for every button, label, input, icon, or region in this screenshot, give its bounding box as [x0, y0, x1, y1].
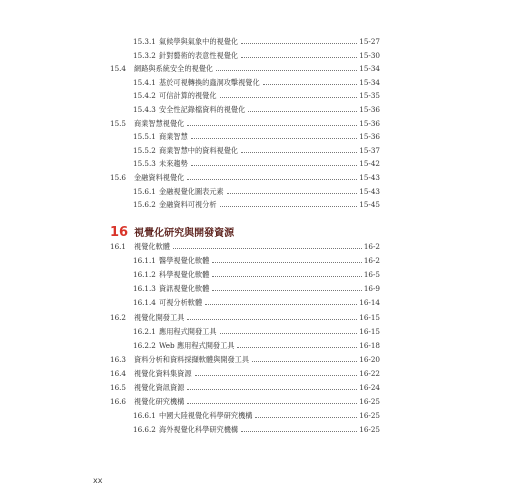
entry-page: 15-30	[359, 50, 380, 60]
entry-number: 15.4.2	[133, 91, 156, 101]
entry-number: 16.6	[110, 397, 127, 407]
dot-leader	[205, 304, 357, 305]
entry-title: 安全性記錄檔資料的視覺化	[159, 105, 246, 114]
dot-leader	[220, 206, 358, 207]
entry-title: 商業智慧視覺化	[134, 118, 185, 128]
toc-entry	[133, 421, 380, 434]
toc-entry	[133, 47, 380, 60]
entry-number: 15.4.1	[133, 77, 156, 87]
entry-number: 16.3	[110, 354, 127, 364]
entry-title: 視覺化資料集資源	[134, 368, 192, 378]
toc-entry	[133, 252, 380, 265]
entry-page: 15-43	[359, 173, 380, 182]
entry-title: 基於可視轉換的蟲洞攻擊視覺化	[159, 77, 260, 87]
entry-number: 16.2.1	[133, 326, 156, 336]
entry-page: 15-36	[359, 118, 380, 128]
toc-entry	[110, 393, 380, 406]
entry-title: Web 應用程式開發工具	[159, 340, 235, 350]
dot-leader	[252, 361, 357, 362]
page-folio: xx	[93, 476, 103, 485]
entry-number: 15.6.1	[133, 186, 156, 196]
toc-entry	[110, 365, 380, 378]
entry-number: 16.1.2	[133, 270, 156, 280]
entry-title: 網路與系統安全的視覺化	[134, 64, 214, 74]
toc-entry	[110, 238, 380, 251]
entry-page: 16-5	[363, 270, 380, 280]
toc-entry	[110, 379, 380, 392]
chapter-title: 視覺化研究與開發資源	[134, 228, 235, 239]
entry-number: 15.5	[110, 118, 127, 128]
entry-page: 16-15	[359, 312, 380, 322]
dot-leader	[173, 248, 362, 249]
dot-leader	[220, 97, 358, 98]
entry-number: 16.1.1	[133, 256, 156, 266]
entry-title: 金融視覺化圖表元素	[159, 186, 224, 196]
entry-page: 16-22	[359, 368, 380, 378]
entry-number: 16.5	[110, 383, 127, 392]
entry-page: 16-25	[359, 397, 380, 407]
entry-page: 15-43	[359, 186, 380, 196]
toc-entry	[133, 407, 380, 420]
entry-page: 16-18	[359, 340, 380, 350]
entry-page: 16-25	[359, 411, 380, 421]
toc-entry	[133, 196, 380, 209]
entry-page: 16-2	[363, 242, 380, 251]
entry-page: 16-24	[359, 383, 380, 392]
toc-entry	[133, 294, 380, 307]
dot-leader	[187, 389, 357, 390]
dot-leader	[220, 333, 358, 334]
toc-entry	[110, 309, 380, 322]
entry-number: 15.4.3	[133, 105, 156, 114]
toc-entry	[133, 337, 380, 350]
toc-entry	[133, 74, 380, 87]
chapter-number: 16	[110, 225, 129, 240]
entry-title: 未來趨勢	[159, 159, 188, 169]
entry-number: 15.3.2	[133, 50, 156, 60]
toc-entry	[133, 280, 380, 293]
entry-title: 視覺化研究機構	[134, 397, 185, 407]
entry-number: 16.1	[110, 242, 127, 251]
entry-page: 16-25	[359, 425, 380, 435]
entry-title: 視覺化資訊資源	[134, 383, 185, 392]
entry-number: 16.6.2	[133, 425, 156, 435]
entry-title: 可信計算的視覺化	[159, 91, 217, 101]
entry-page: 15-37	[359, 145, 380, 155]
toc-entry	[110, 115, 380, 128]
entry-page: 15-35	[359, 91, 380, 101]
dot-leader	[187, 125, 357, 126]
toc-entry	[133, 87, 380, 100]
dot-leader	[241, 43, 357, 44]
entry-number: 15.6	[110, 173, 127, 182]
entry-title: 視覺化開發工具	[134, 312, 185, 322]
entry-page: 16-9	[363, 284, 380, 294]
toc-entry	[133, 33, 380, 46]
dot-leader	[191, 165, 358, 166]
dot-leader	[216, 70, 357, 71]
toc-entry	[133, 128, 380, 141]
toc-entry	[133, 266, 380, 279]
dot-leader	[255, 417, 357, 418]
dot-leader	[241, 152, 357, 153]
entry-title: 商業智慧	[159, 132, 188, 142]
entry-number: 15.5.2	[133, 145, 156, 155]
entry-title: 商業智慧中的資料視覺化	[159, 145, 239, 155]
dot-leader	[212, 262, 362, 263]
dot-leader	[212, 290, 362, 291]
entry-title: 金融資料可視分析	[159, 200, 217, 210]
entry-page: 15-27	[359, 37, 380, 46]
entry-title: 金融資料視覺化	[134, 173, 185, 182]
entry-page: 15-34	[359, 77, 380, 87]
entry-number: 16.2.2	[133, 340, 156, 350]
entry-page: 15-45	[359, 200, 380, 210]
entry-title: 資訊視覺化軟體	[159, 284, 210, 294]
entry-page: 16-14	[359, 298, 380, 308]
dot-leader	[241, 431, 357, 432]
entry-title: 視覺化軟體	[134, 242, 170, 251]
entry-page: 16-15	[359, 326, 380, 336]
toc-entry	[110, 60, 380, 73]
dot-leader	[187, 319, 357, 320]
entry-title: 可視分析軟體	[159, 298, 203, 308]
entry-page: 15-36	[359, 105, 380, 114]
toc-entry	[133, 183, 380, 196]
entry-title: 醫學視覺化軟體	[159, 256, 210, 266]
toc-entry	[133, 323, 380, 336]
dot-leader	[263, 84, 358, 85]
dot-leader	[187, 403, 357, 404]
toc-entry	[133, 155, 380, 168]
entry-title: 中國大陸視覺化科學研究機構	[159, 411, 253, 421]
dot-leader	[212, 276, 362, 277]
dot-leader	[195, 375, 358, 376]
entry-page: 15-34	[359, 64, 380, 74]
entry-number: 16.2	[110, 312, 127, 322]
dot-leader	[191, 138, 358, 139]
entry-title: 資料分析和資料採擷軟體與開發工具	[134, 354, 250, 364]
dot-leader	[248, 111, 357, 112]
entry-number: 15.5.1	[133, 132, 156, 142]
toc-entry	[110, 351, 380, 364]
entry-number: 15.3.1	[133, 37, 156, 46]
toc-entry	[133, 101, 380, 114]
entry-page: 16-20	[359, 354, 380, 364]
entry-title: 科學視覺化軟體	[159, 270, 210, 280]
entry-number: 15.4	[110, 64, 127, 74]
entry-number: 16.1.4	[133, 298, 156, 308]
entry-number: 16.1.3	[133, 284, 156, 294]
dot-leader	[227, 193, 358, 194]
entry-number: 16.6.1	[133, 411, 156, 421]
entry-title: 海外視覺化科學研究機構	[159, 425, 239, 435]
entry-title: 應用程式開發工具	[159, 326, 217, 336]
entry-title: 氣候學與氣象中的視覺化	[159, 37, 239, 46]
entry-page: 16-2	[363, 256, 380, 266]
entry-page: 15-36	[359, 132, 380, 142]
entry-page: 15-42	[359, 159, 380, 169]
entry-number: 16.4	[110, 368, 127, 378]
entry-number: 15.6.2	[133, 200, 156, 210]
dot-leader	[241, 57, 357, 58]
toc-entry	[133, 142, 380, 155]
dot-leader	[187, 179, 357, 180]
dot-leader	[237, 347, 357, 348]
toc-entry	[110, 169, 380, 182]
entry-number: 15.5.3	[133, 159, 156, 169]
entry-title: 針對藝術的表意性視覺化	[159, 50, 239, 60]
